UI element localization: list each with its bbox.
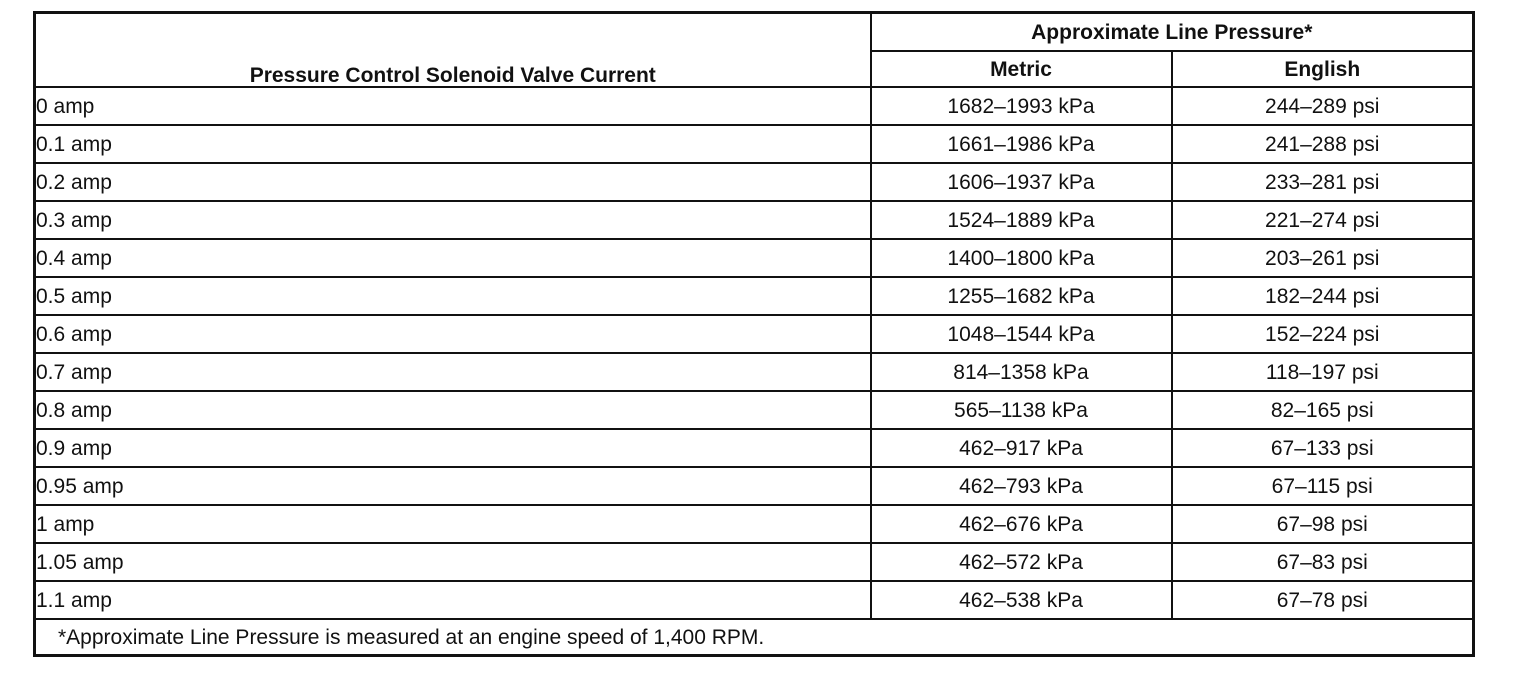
metric-cell: 462–793 kPa bbox=[871, 467, 1172, 505]
english-cell: 182–244 psi bbox=[1172, 277, 1474, 315]
table-row bbox=[35, 543, 1474, 581]
metric-cell: 1048–1544 kPa bbox=[871, 315, 1172, 353]
metric-column-header: Metric bbox=[871, 51, 1172, 87]
english-cell: 82–165 psi bbox=[1172, 391, 1474, 429]
current-cell: 1.1 amp bbox=[35, 581, 871, 619]
table-row bbox=[35, 277, 1474, 315]
current-cell: 0.8 amp bbox=[35, 391, 871, 429]
english-cell: 241–288 psi bbox=[1172, 125, 1474, 163]
table-row bbox=[35, 87, 1474, 125]
current-cell: 0.9 amp bbox=[35, 429, 871, 467]
english-column-header: English bbox=[1172, 51, 1474, 87]
current-cell: 0.2 amp bbox=[35, 163, 871, 201]
metric-cell: 1255–1682 kPa bbox=[871, 277, 1172, 315]
english-cell: 221–274 psi bbox=[1172, 201, 1474, 239]
table-row bbox=[35, 163, 1474, 201]
metric-cell: 814–1358 kPa bbox=[871, 353, 1172, 391]
current-cell: 0 amp bbox=[35, 87, 871, 125]
english-cell: 67–133 psi bbox=[1172, 429, 1474, 467]
table-row bbox=[35, 429, 1474, 467]
header-row-top bbox=[35, 13, 1474, 52]
metric-cell: 462–676 kPa bbox=[871, 505, 1172, 543]
current-column-header: Pressure Control Solenoid Valve Current bbox=[35, 13, 871, 88]
metric-cell: 462–572 kPa bbox=[871, 543, 1172, 581]
metric-cell: 462–917 kPa bbox=[871, 429, 1172, 467]
metric-cell: 1400–1800 kPa bbox=[871, 239, 1172, 277]
current-cell: 0.6 amp bbox=[35, 315, 871, 353]
table-row bbox=[35, 505, 1474, 543]
current-cell: 0.1 amp bbox=[35, 125, 871, 163]
current-cell: 0.7 amp bbox=[35, 353, 871, 391]
english-cell: 67–83 psi bbox=[1172, 543, 1474, 581]
metric-cell: 1682–1993 kPa bbox=[871, 87, 1172, 125]
footnote-row bbox=[35, 619, 1474, 656]
metric-cell: 462–538 kPa bbox=[871, 581, 1172, 619]
english-cell: 244–289 psi bbox=[1172, 87, 1474, 125]
table-row bbox=[35, 239, 1474, 277]
english-cell: 203–261 psi bbox=[1172, 239, 1474, 277]
table-row bbox=[35, 315, 1474, 353]
current-cell: 0.4 amp bbox=[35, 239, 871, 277]
metric-cell: 1606–1937 kPa bbox=[871, 163, 1172, 201]
english-cell: 118–197 psi bbox=[1172, 353, 1474, 391]
metric-cell: 565–1138 kPa bbox=[871, 391, 1172, 429]
current-cell: 1 amp bbox=[35, 505, 871, 543]
english-cell: 67–115 psi bbox=[1172, 467, 1474, 505]
table-row bbox=[35, 201, 1474, 239]
table-body bbox=[35, 87, 1474, 656]
footnote: *Approximate Line Pressure is measured at an engine speed of 1,400 RPM. bbox=[35, 619, 1474, 656]
line-pressure-table bbox=[33, 11, 1475, 657]
line-pressure-group-header: Approximate Line Pressure* bbox=[871, 13, 1474, 52]
metric-cell: 1661–1986 kPa bbox=[871, 125, 1172, 163]
table-row bbox=[35, 391, 1474, 429]
english-cell: 67–78 psi bbox=[1172, 581, 1474, 619]
table-row bbox=[35, 353, 1474, 391]
metric-cell: 1524–1889 kPa bbox=[871, 201, 1172, 239]
table-row bbox=[35, 581, 1474, 619]
current-cell: 0.5 amp bbox=[35, 277, 871, 315]
english-cell: 152–224 psi bbox=[1172, 315, 1474, 353]
table-row bbox=[35, 467, 1474, 505]
english-cell: 67–98 psi bbox=[1172, 505, 1474, 543]
current-cell: 1.05 amp bbox=[35, 543, 871, 581]
current-cell: 0.3 amp bbox=[35, 201, 871, 239]
table-row bbox=[35, 125, 1474, 163]
current-cell: 0.95 amp bbox=[35, 467, 871, 505]
english-cell: 233–281 psi bbox=[1172, 163, 1474, 201]
